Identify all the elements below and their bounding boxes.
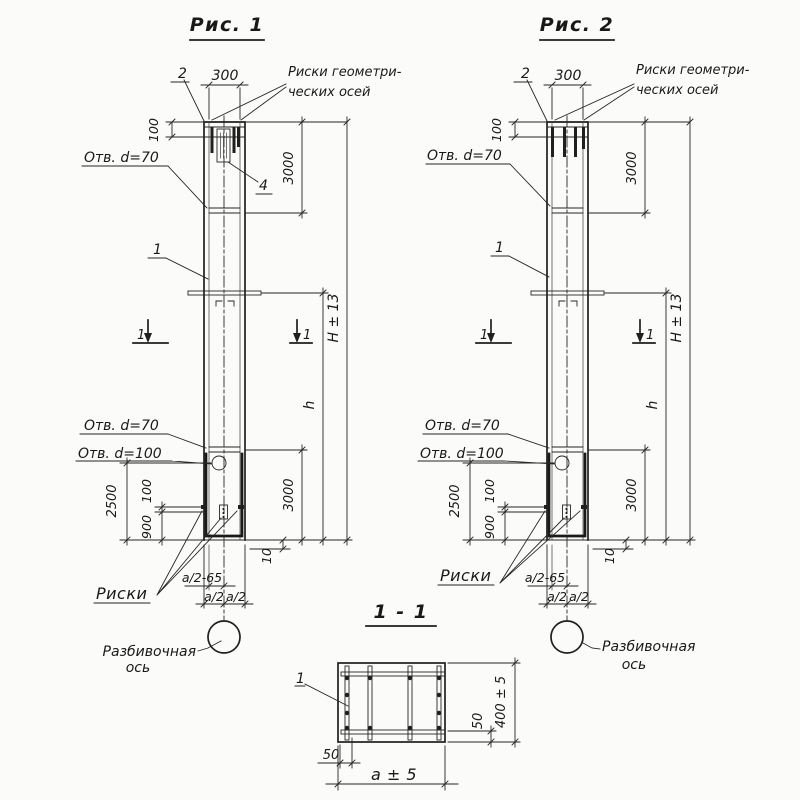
fig2-console-plate: [531, 291, 604, 295]
fig2-dim-3000-upper: 3000: [625, 151, 640, 185]
fig2-dim-h: h: [645, 400, 661, 410]
fig1-dim-h: h: [302, 400, 318, 410]
fig1-callout-1: 1: [153, 242, 162, 258]
fig1-hole-upper-label: Отв. d=70: [84, 150, 159, 166]
fig1-dim-900: 900: [139, 515, 154, 539]
fig2-dim3000-lower: [589, 445, 650, 545]
fig1-embedded-anchor-detail: [211, 127, 241, 162]
fig1-axis-circle: [208, 621, 240, 653]
fig1-dim-300: 300: [211, 68, 239, 84]
fig1-axis-label-2: ось: [125, 660, 151, 676]
template-rebar-dots: [345, 676, 441, 730]
fig2-cut-label-left: 1: [480, 328, 489, 343]
fig1-hole70-upper-lines: [209, 208, 240, 213]
fig2-title: Рис. 2: [539, 14, 615, 36]
fig1-cut-label-right: 1: [303, 328, 312, 343]
fig1-hole-mid-label: Отв. d=70: [84, 418, 159, 434]
fig2-dim-3000-lower: 3000: [625, 478, 640, 512]
fig2-dim2500: [467, 458, 473, 545]
fig2-mark-dot: [565, 508, 567, 510]
fig1-axes-note-leaders: [212, 84, 286, 120]
fig2-mark-dot: [565, 512, 567, 514]
fig2-dim-100-lower: 100: [482, 479, 497, 503]
fig2-axes-note-2: ческих осей: [636, 83, 719, 98]
fig2-section-cut-marks: [476, 320, 655, 343]
fig1-callout2-leader: [171, 80, 204, 121]
fig1-hole-upper-leader: [82, 166, 207, 208]
fig1-cut-right-arrow: [293, 333, 301, 343]
fig2-dim-H: H ± 13: [669, 293, 685, 343]
fig1-callout-2: 2: [178, 66, 187, 82]
fig1-dim3000-upper: [246, 117, 307, 218]
fig2-hole-upper-label: Отв. d=70: [427, 148, 502, 164]
fig1-dim-100-lower: 100: [139, 479, 154, 503]
fig2-dim-900: 900: [482, 515, 497, 539]
fig1-dim900-100: [159, 502, 165, 545]
fig2-rebar-bar: [563, 127, 566, 157]
fig1-dim-H: [344, 117, 350, 545]
fig2-bottom-marks: [544, 505, 587, 519]
fig2-axes-note-1: Риски геометри-: [636, 63, 750, 78]
fig1-dim3000-lower: [246, 445, 307, 545]
fig1-anchor-bar-edge: [237, 127, 240, 147]
fig1-callout-4: 4: [259, 178, 268, 194]
fig1-dim-10: 10: [259, 548, 274, 564]
fig2-dim-a2-right: a/2: [569, 589, 589, 604]
fig2-marks-label: Риски: [440, 566, 492, 585]
fig2-dim900-100: [502, 502, 508, 545]
fig2-dim3000-upper: [589, 117, 650, 218]
fig1-axis-trace-lines: [209, 122, 240, 590]
section-formwork-template: [341, 666, 445, 740]
fig1-dim-H: H ± 13: [326, 293, 342, 343]
fig1-dim-a2-65: a/2-65: [181, 570, 223, 585]
fig1-anchor-bar-right: [233, 127, 236, 153]
fig1-dim-2500: 2500: [105, 484, 120, 518]
fig2-hole-lower-label: Отв. d=100: [420, 446, 504, 462]
fig1-dim-100-top: 100: [146, 118, 161, 142]
section-dim-50-left: 50: [322, 748, 340, 763]
fig1-dim-3000-lower: 3000: [282, 478, 297, 512]
fig2-dim300: [544, 82, 591, 119]
fig1-mark-right-face: [238, 505, 244, 509]
fig2-cut-label-right: 1: [646, 328, 655, 343]
fig2-cut-right-arrow: [636, 333, 644, 343]
fig2-dim-a2-65: a/2-65: [524, 570, 566, 585]
fig1-anchor-bar-left: [211, 127, 214, 153]
fig2-dim-H: [687, 117, 693, 545]
fig1-mark-dot: [222, 512, 224, 514]
fig1-dim-3000-upper: 3000: [282, 151, 297, 185]
fig2-mark-dot: [565, 516, 567, 518]
fig1-axes-note-1: Риски геометри-: [288, 65, 402, 80]
fig2-joint-marks: [559, 301, 577, 306]
fig2-mark-right-face: [581, 505, 587, 509]
template-bar-horizontal: [341, 730, 445, 734]
section-callout-1: 1: [296, 671, 305, 687]
fig2-callout-2: 2: [521, 66, 530, 82]
fig2-rebar-outlets: [551, 127, 585, 157]
fig2-dim-a2-left: a/2: [547, 589, 567, 604]
fig2-dim-2500: 2500: [448, 484, 463, 518]
section-title: 1 - 1: [373, 601, 429, 623]
fig2-hole-mid-label: Отв. d=70: [425, 418, 500, 434]
fig1-mark-dot: [222, 508, 224, 510]
fig1-axes-note-2: ческих осей: [288, 85, 371, 100]
section-dim-height-label: 400 ± 5: [494, 675, 509, 729]
fig2-axis-circle: [551, 621, 583, 653]
fig1-title: Рис. 1: [189, 14, 265, 36]
fig2-callout-1: 1: [495, 240, 504, 256]
fig1-console-plate: [188, 291, 261, 295]
fig1-hole70-lower-lines: [209, 447, 240, 452]
fig2-callout1-leader: [491, 256, 549, 277]
fig2-dim-10: 10: [602, 548, 617, 564]
fig2-rebar-bar: [551, 127, 554, 157]
fig1-bottom-marks: [201, 505, 244, 519]
fig2-hole70-upper-lines: [552, 208, 583, 213]
fig2-column-outline: [531, 116, 604, 620]
fig2-dim-300: 300: [554, 68, 582, 84]
fig2-axis-leader: [583, 643, 600, 649]
fig2-hole-upper-leader: [426, 164, 550, 206]
fig2-rebar-bar: [574, 127, 577, 157]
fig2-axes-note-leaders: [555, 84, 634, 120]
fig1-column-faces: [204, 122, 245, 540]
fig2-callout2-leader: [514, 80, 547, 121]
fig2-axis-trace-lines: [552, 122, 583, 590]
fig1-marks-label: Риски: [96, 584, 148, 603]
section-callout1-leader: [295, 684, 348, 706]
fig1-elevation-view: [76, 14, 402, 676]
fig1-dim-a2-right: a/2: [226, 589, 246, 604]
fig1-mark-dot: [222, 516, 224, 518]
fig1-callout1-leader: [148, 258, 208, 279]
section-1-1-view: [295, 601, 520, 790]
fig1-dim2500: [124, 458, 130, 545]
fig2-hole70-lower-lines: [552, 447, 583, 452]
section-dim-50-right: 50: [471, 712, 486, 730]
fig1-dim-a2-left: a/2: [204, 589, 224, 604]
fig2-axis-label-2: ось: [621, 657, 647, 673]
fig2-column-faces: [547, 122, 588, 540]
fig1-axis-label-1: Разбивочная: [102, 644, 196, 660]
template-bar-horizontal: [341, 672, 445, 676]
fig2-dim-100-top: 100: [489, 118, 504, 142]
fig1-hole-lower-label: Отв. d=100: [78, 446, 162, 462]
fig1-joint-marks: [216, 301, 234, 306]
section-dim-height: [448, 658, 520, 747]
fig2-axis-label-1: Разбивочная: [602, 639, 696, 655]
section-dim-width-label: a ± 5: [370, 765, 418, 784]
fig2-elevation-view: [418, 14, 750, 673]
fig1-cut-label-left: 1: [137, 328, 146, 343]
fig2-rebar-bar: [582, 127, 585, 149]
fig1-section-cut-marks: [133, 320, 312, 343]
